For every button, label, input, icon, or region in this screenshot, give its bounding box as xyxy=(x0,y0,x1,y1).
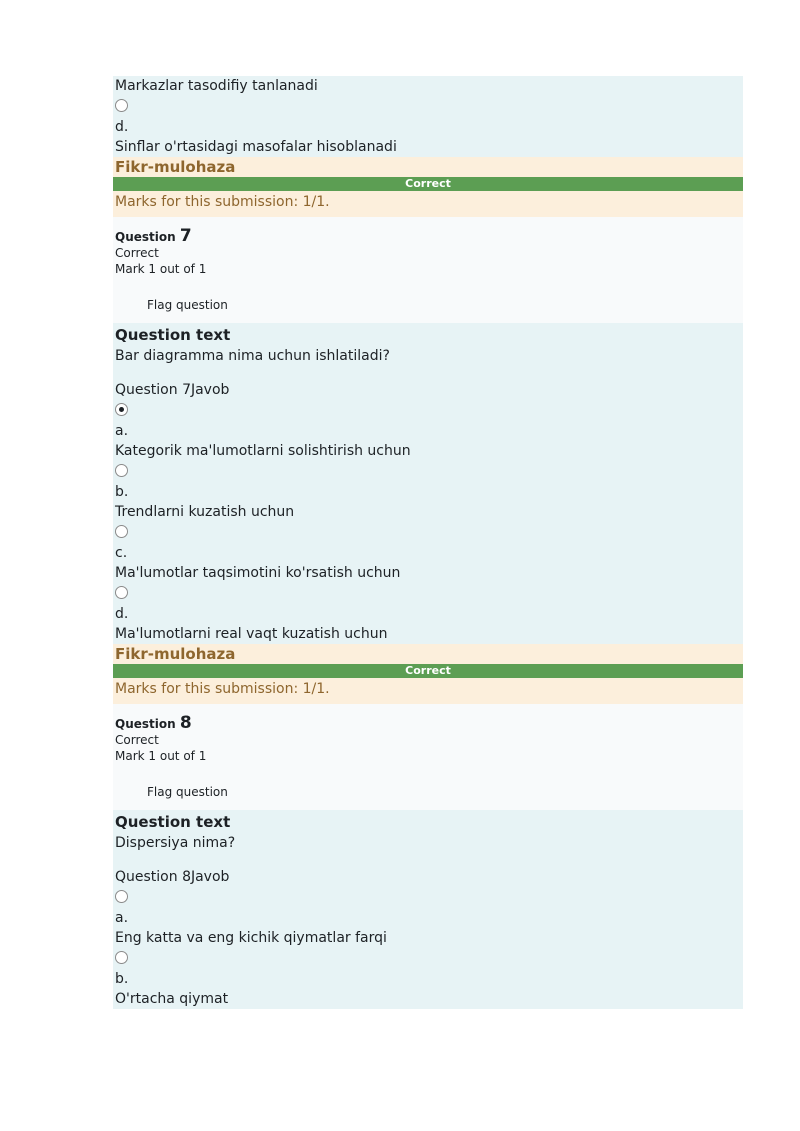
question-label: Question xyxy=(115,717,176,731)
radio-button[interactable] xyxy=(115,525,128,538)
option-c-radio-row[interactable] xyxy=(115,522,743,543)
previous-question-options xyxy=(113,76,743,157)
radio-button[interactable] xyxy=(115,951,128,964)
feedback-box xyxy=(113,644,743,704)
option-text: Markazlar tasodifiy tanlanadi xyxy=(115,78,318,94)
question-text: Dispersiya nima? xyxy=(115,835,236,851)
answer-label: Question 8Javob xyxy=(115,869,230,885)
flag-question-link[interactable]: Flag question xyxy=(147,298,228,312)
radio-button[interactable] xyxy=(115,464,128,477)
flag-question-link[interactable]: Flag question xyxy=(147,785,228,799)
option-text: Eng katta va eng kichik qiymatlar farqi xyxy=(115,930,387,946)
question-heading xyxy=(115,714,743,732)
feedback-box xyxy=(113,157,743,217)
option-text: O'rtacha qiymat xyxy=(115,991,229,1007)
option-letter: d. xyxy=(115,606,129,622)
marks-text: Marks for this submission: 1/1. xyxy=(115,194,330,210)
question-content xyxy=(113,810,743,1009)
question-text-heading: Question text xyxy=(115,326,231,344)
correct-banner: Correct xyxy=(113,664,743,678)
question-info xyxy=(113,704,743,810)
radio-button[interactable] xyxy=(115,586,128,599)
option-d-radio-row[interactable] xyxy=(115,96,743,117)
question-mark: Mark 1 out of 1 xyxy=(115,262,207,276)
option-a-radio-row[interactable] xyxy=(115,400,743,421)
question-info xyxy=(113,217,743,323)
answer-label: Question 7Javob xyxy=(115,382,230,398)
option-letter: d. xyxy=(115,119,129,135)
feedback-title: Fikr-mulohaza xyxy=(115,645,236,663)
option-d-radio-row[interactable] xyxy=(115,583,743,604)
radio-button[interactable] xyxy=(115,99,128,112)
question-content xyxy=(113,323,743,644)
radio-button-selected[interactable] xyxy=(115,403,128,416)
option-letter: a. xyxy=(115,910,129,926)
option-letter: b. xyxy=(115,484,129,500)
option-text: Sinflar o'rtasidagi masofalar hisoblanadi xyxy=(115,139,397,155)
question-label: Question xyxy=(115,230,176,244)
question-text-heading: Question text xyxy=(115,813,231,831)
option-letter: b. xyxy=(115,971,129,987)
question-number: 8 xyxy=(179,713,192,733)
feedback-title: Fikr-mulohaza xyxy=(115,158,236,176)
option-text: Kategorik ma'lumotlarni solishtirish uchun xyxy=(115,443,411,459)
option-b-radio-row[interactable] xyxy=(115,948,743,969)
option-text: Ma'lumotlarni real vaqt kuzatish uchun xyxy=(115,626,388,642)
question-state: Correct xyxy=(115,733,159,747)
option-letter: c. xyxy=(115,545,128,561)
radio-button[interactable] xyxy=(115,890,128,903)
question-state: Correct xyxy=(115,246,159,260)
option-text: Ma'lumotlar taqsimotini ko'rsatish uchun xyxy=(115,565,401,581)
option-b-radio-row[interactable] xyxy=(115,461,743,482)
question-number: 7 xyxy=(179,226,192,246)
option-text: Trendlarni kuzatish uchun xyxy=(115,504,295,520)
option-a-radio-row[interactable] xyxy=(115,887,743,908)
question-mark: Mark 1 out of 1 xyxy=(115,749,207,763)
question-text: Bar diagramma nima uchun ishlatiladi? xyxy=(115,348,390,364)
question-heading xyxy=(115,227,743,245)
correct-banner: Correct xyxy=(113,177,743,191)
quiz-review-page xyxy=(113,76,743,1009)
option-letter: a. xyxy=(115,423,129,439)
marks-text: Marks for this submission: 1/1. xyxy=(115,681,330,697)
